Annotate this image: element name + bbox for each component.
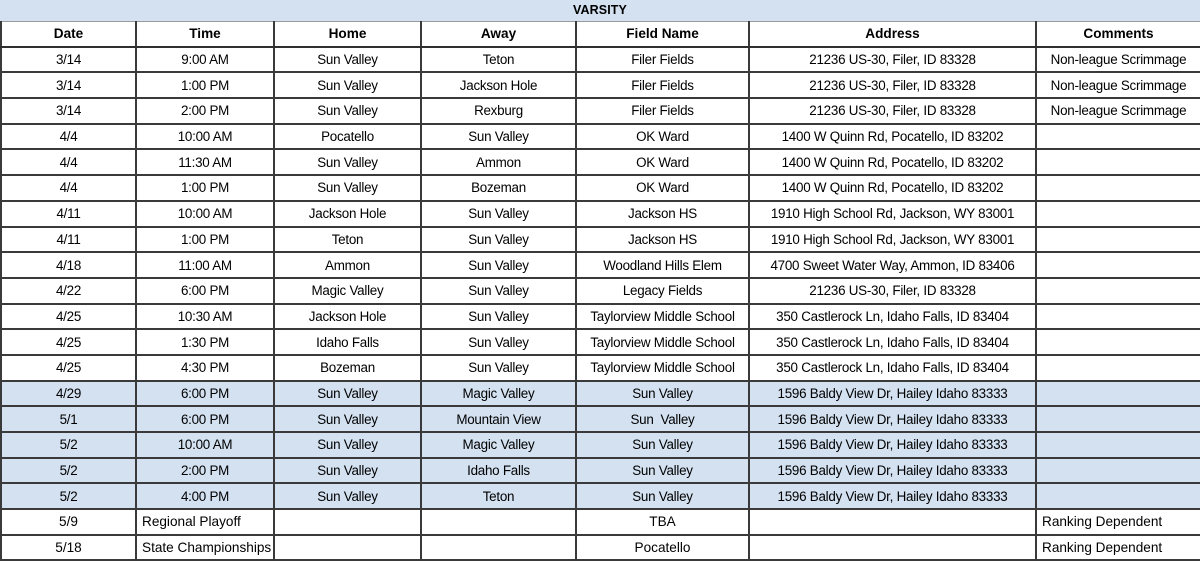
column-header-comments: Comments xyxy=(1036,22,1200,47)
table-row[interactable] xyxy=(1,406,1200,432)
table-header-row xyxy=(1,22,1200,47)
cell-away[interactable]: Sun Valley xyxy=(421,329,576,355)
cell-date[interactable]: 3/14 xyxy=(1,72,136,98)
cell-time[interactable]: 2:00 PM xyxy=(136,98,274,124)
cell-time[interactable]: 6:00 PM xyxy=(136,406,274,432)
cell-date[interactable]: 5/9 xyxy=(1,509,136,535)
cell-time[interactable]: 11:30 AM xyxy=(136,149,274,175)
cell-field[interactable]: Sun Valley xyxy=(576,432,749,458)
cell-home[interactable]: Sun Valley xyxy=(274,483,421,509)
cell-field[interactable]: OK Ward xyxy=(576,149,749,175)
cell-address[interactable]: 1400 W Quinn Rd, Pocatello, ID 83202 xyxy=(749,149,1036,175)
cell-comments[interactable] xyxy=(1036,483,1200,509)
cell-comments[interactable] xyxy=(1036,304,1200,330)
cell-home[interactable] xyxy=(274,535,421,561)
cell-time[interactable]: 11:00 AM xyxy=(136,252,274,278)
cell-comments[interactable] xyxy=(1036,381,1200,407)
cell-away[interactable]: Magic Valley xyxy=(421,381,576,407)
cell-date[interactable]: 5/1 xyxy=(1,406,136,432)
cell-field[interactable]: Taylorview Middle School xyxy=(576,329,749,355)
cell-date[interactable]: 4/18 xyxy=(1,252,136,278)
cell-field[interactable]: Filer Fields xyxy=(576,98,749,124)
cell-field[interactable]: Sun Valley xyxy=(576,381,749,407)
cell-time[interactable]: 10:00 AM xyxy=(136,124,274,150)
column-header-time: Time xyxy=(136,22,274,47)
cell-field[interactable]: Sun Valley xyxy=(576,406,749,432)
cell-comments[interactable] xyxy=(1036,458,1200,484)
table-row[interactable] xyxy=(1,124,1200,150)
cell-comments[interactable] xyxy=(1036,175,1200,201)
cell-away[interactable]: Sun Valley xyxy=(421,201,576,227)
cell-home[interactable]: Jackson Hole xyxy=(274,304,421,330)
cell-comments[interactable] xyxy=(1036,227,1200,253)
cell-comments[interactable]: Non-league Scrimmage xyxy=(1036,72,1200,98)
cell-away[interactable]: Rexburg xyxy=(421,98,576,124)
cell-home[interactable]: Sun Valley xyxy=(274,432,421,458)
cell-field[interactable]: Filer Fields xyxy=(576,72,749,98)
table-row[interactable] xyxy=(1,175,1200,201)
table-row[interactable] xyxy=(1,304,1200,330)
cell-date[interactable]: 4/11 xyxy=(1,227,136,253)
cell-field[interactable]: Pocatello xyxy=(576,535,749,561)
cell-time[interactable]: 10:00 AM xyxy=(136,432,274,458)
cell-time[interactable]: 1:00 PM xyxy=(136,72,274,98)
cell-field[interactable]: Sun Valley xyxy=(576,483,749,509)
cell-home[interactable]: Sun Valley xyxy=(274,381,421,407)
cell-comments[interactable] xyxy=(1036,432,1200,458)
cell-time[interactable]: 9:00 AM xyxy=(136,47,274,73)
cell-date[interactable]: 4/25 xyxy=(1,355,136,381)
cell-field[interactable]: Sun Valley xyxy=(576,458,749,484)
table-row[interactable] xyxy=(1,201,1200,227)
table-row[interactable] xyxy=(1,47,1200,73)
cell-date[interactable]: 4/25 xyxy=(1,329,136,355)
cell-home[interactable]: Sun Valley xyxy=(274,47,421,73)
cell-date[interactable]: 5/2 xyxy=(1,483,136,509)
cell-address[interactable]: 21236 US-30, Filer, ID 83328 xyxy=(749,72,1036,98)
column-header-home: Home xyxy=(274,22,421,47)
cell-away[interactable] xyxy=(421,509,576,535)
cell-address[interactable]: 4700 Sweet Water Way, Ammon, ID 83406 xyxy=(749,252,1036,278)
cell-comments[interactable]: Ranking Dependent xyxy=(1036,535,1200,561)
cell-date[interactable]: 3/14 xyxy=(1,47,136,73)
cell-away[interactable]: Magic Valley xyxy=(421,432,576,458)
table-row[interactable] xyxy=(1,483,1200,509)
cell-date[interactable]: 5/18 xyxy=(1,535,136,561)
cell-home[interactable]: Sun Valley xyxy=(274,406,421,432)
table-row[interactable] xyxy=(1,432,1200,458)
cell-home[interactable]: Teton xyxy=(274,227,421,253)
cell-address[interactable]: 21236 US-30, Filer, ID 83328 xyxy=(749,47,1036,73)
cell-away[interactable]: Bozeman xyxy=(421,175,576,201)
cell-comments[interactable] xyxy=(1036,149,1200,175)
cell-field[interactable]: Taylorview Middle School xyxy=(576,355,749,381)
cell-field[interactable]: OK Ward xyxy=(576,124,749,150)
table-row[interactable] xyxy=(1,381,1200,407)
cell-field[interactable]: Jackson HS xyxy=(576,201,749,227)
cell-home[interactable]: Sun Valley xyxy=(274,98,421,124)
cell-away[interactable] xyxy=(421,535,576,561)
table-row[interactable] xyxy=(1,509,1200,535)
table-row[interactable] xyxy=(1,278,1200,304)
cell-address[interactable]: 21236 US-30, Filer, ID 83328 xyxy=(749,98,1036,124)
cell-address[interactable]: 350 Castlerock Ln, Idaho Falls, ID 83404 xyxy=(749,329,1036,355)
table-body xyxy=(1,47,1200,561)
cell-away[interactable]: Teton xyxy=(421,47,576,73)
cell-address[interactable]: 21236 US-30, Filer, ID 83328 xyxy=(749,278,1036,304)
cell-away[interactable]: Sun Valley xyxy=(421,252,576,278)
cell-field[interactable]: Filer Fields xyxy=(576,47,749,73)
table-row[interactable] xyxy=(1,355,1200,381)
cell-away[interactable]: Sun Valley xyxy=(421,278,576,304)
cell-address[interactable]: 350 Castlerock Ln, Idaho Falls, ID 83404 xyxy=(749,355,1036,381)
cell-address[interactable]: 1596 Baldy View Dr, Hailey Idaho 83333 xyxy=(749,483,1036,509)
cell-address[interactable]: 350 Castlerock Ln, Idaho Falls, ID 83404 xyxy=(749,304,1036,330)
column-header-away: Away xyxy=(421,22,576,47)
cell-date[interactable]: 4/4 xyxy=(1,175,136,201)
table-row[interactable] xyxy=(1,227,1200,253)
cell-comments[interactable] xyxy=(1036,201,1200,227)
cell-comments[interactable] xyxy=(1036,355,1200,381)
cell-date[interactable]: 4/11 xyxy=(1,201,136,227)
cell-time[interactable]: 6:00 PM xyxy=(136,381,274,407)
cell-address[interactable]: 1596 Baldy View Dr, Hailey Idaho 83333 xyxy=(749,458,1036,484)
cell-date[interactable]: 4/25 xyxy=(1,304,136,330)
cell-date[interactable]: 4/4 xyxy=(1,124,136,150)
cell-away[interactable]: Sun Valley xyxy=(421,124,576,150)
cell-comments[interactable] xyxy=(1036,252,1200,278)
cell-away[interactable]: Ammon xyxy=(421,149,576,175)
cell-field[interactable]: Legacy Fields xyxy=(576,278,749,304)
cell-away[interactable]: Teton xyxy=(421,483,576,509)
cell-time[interactable]: 2:00 PM xyxy=(136,458,274,484)
page-title: VARSITY xyxy=(573,3,627,17)
cell-away[interactable]: Idaho Falls xyxy=(421,458,576,484)
cell-time[interactable]: State Championships xyxy=(136,535,274,561)
table-row[interactable] xyxy=(1,98,1200,124)
column-header-field: Field Name xyxy=(576,22,749,47)
cell-home[interactable]: Sun Valley xyxy=(274,458,421,484)
cell-field[interactable]: OK Ward xyxy=(576,175,749,201)
cell-comments[interactable] xyxy=(1036,124,1200,150)
cell-address[interactable]: 1596 Baldy View Dr, Hailey Idaho 83333 xyxy=(749,381,1036,407)
cell-comments[interactable] xyxy=(1036,278,1200,304)
cell-home[interactable]: Idaho Falls xyxy=(274,329,421,355)
cell-comments[interactable] xyxy=(1036,329,1200,355)
cell-date[interactable]: 5/2 xyxy=(1,432,136,458)
cell-home[interactable]: Ammon xyxy=(274,252,421,278)
cell-address[interactable]: 1400 W Quinn Rd, Pocatello, ID 83202 xyxy=(749,124,1036,150)
cell-away[interactable]: Jackson Hole xyxy=(421,72,576,98)
cell-comments[interactable]: Non-league Scrimmage xyxy=(1036,98,1200,124)
cell-field[interactable]: TBA xyxy=(576,509,749,535)
cell-address[interactable]: 1400 W Quinn Rd, Pocatello, ID 83202 xyxy=(749,175,1036,201)
cell-address[interactable]: 1910 High School Rd, Jackson, WY 83001 xyxy=(749,201,1036,227)
cell-address[interactable] xyxy=(749,509,1036,535)
cell-date[interactable]: 4/29 xyxy=(1,381,136,407)
cell-field[interactable]: Jackson HS xyxy=(576,227,749,253)
column-header-address: Address xyxy=(749,22,1036,47)
table-row[interactable] xyxy=(1,535,1200,561)
title-band xyxy=(0,0,1200,21)
cell-time[interactable]: 1:00 PM xyxy=(136,175,274,201)
cell-time[interactable]: Regional Playoff xyxy=(136,509,274,535)
cell-field[interactable]: Woodland Hills Elem xyxy=(576,252,749,278)
cell-time[interactable]: 4:30 PM xyxy=(136,355,274,381)
cell-date[interactable]: 3/14 xyxy=(1,98,136,124)
cell-away[interactable]: Sun Valley xyxy=(421,355,576,381)
cell-away[interactable]: Mountain View xyxy=(421,406,576,432)
cell-time[interactable]: 1:00 PM xyxy=(136,227,274,253)
cell-time[interactable]: 10:30 AM xyxy=(136,304,274,330)
cell-time[interactable]: 6:00 PM xyxy=(136,278,274,304)
cell-field[interactable]: Taylorview Middle School xyxy=(576,304,749,330)
cell-time[interactable]: 4:00 PM xyxy=(136,483,274,509)
cell-address[interactable] xyxy=(749,535,1036,561)
table-row[interactable] xyxy=(1,72,1200,98)
cell-date[interactable]: 4/22 xyxy=(1,278,136,304)
table-row[interactable] xyxy=(1,458,1200,484)
cell-home[interactable]: Sun Valley xyxy=(274,72,421,98)
cell-home[interactable]: Magic Valley xyxy=(274,278,421,304)
cell-home[interactable]: Pocatello xyxy=(274,124,421,150)
cell-date[interactable]: 4/4 xyxy=(1,149,136,175)
cell-address[interactable]: 1596 Baldy View Dr, Hailey Idaho 83333 xyxy=(749,406,1036,432)
cell-comments[interactable] xyxy=(1036,406,1200,432)
cell-home[interactable]: Bozeman xyxy=(274,355,421,381)
cell-away[interactable]: Sun Valley xyxy=(421,304,576,330)
table-row[interactable] xyxy=(1,252,1200,278)
column-header-date: Date xyxy=(1,22,136,47)
cell-home[interactable]: Jackson Hole xyxy=(274,201,421,227)
cell-home[interactable] xyxy=(274,509,421,535)
cell-home[interactable]: Sun Valley xyxy=(274,149,421,175)
cell-away[interactable]: Sun Valley xyxy=(421,227,576,253)
table-row[interactable] xyxy=(1,329,1200,355)
cell-address[interactable]: 1596 Baldy View Dr, Hailey Idaho 83333 xyxy=(749,432,1036,458)
cell-comments[interactable]: Ranking Dependent xyxy=(1036,509,1200,535)
table-row[interactable] xyxy=(1,149,1200,175)
cell-date[interactable]: 5/2 xyxy=(1,458,136,484)
schedule-table xyxy=(0,21,1200,561)
cell-time[interactable]: 10:00 AM xyxy=(136,201,274,227)
cell-time[interactable]: 1:30 PM xyxy=(136,329,274,355)
cell-address[interactable]: 1910 High School Rd, Jackson, WY 83001 xyxy=(749,227,1036,253)
cell-home[interactable]: Sun Valley xyxy=(274,175,421,201)
cell-comments[interactable]: Non-league Scrimmage xyxy=(1036,47,1200,73)
